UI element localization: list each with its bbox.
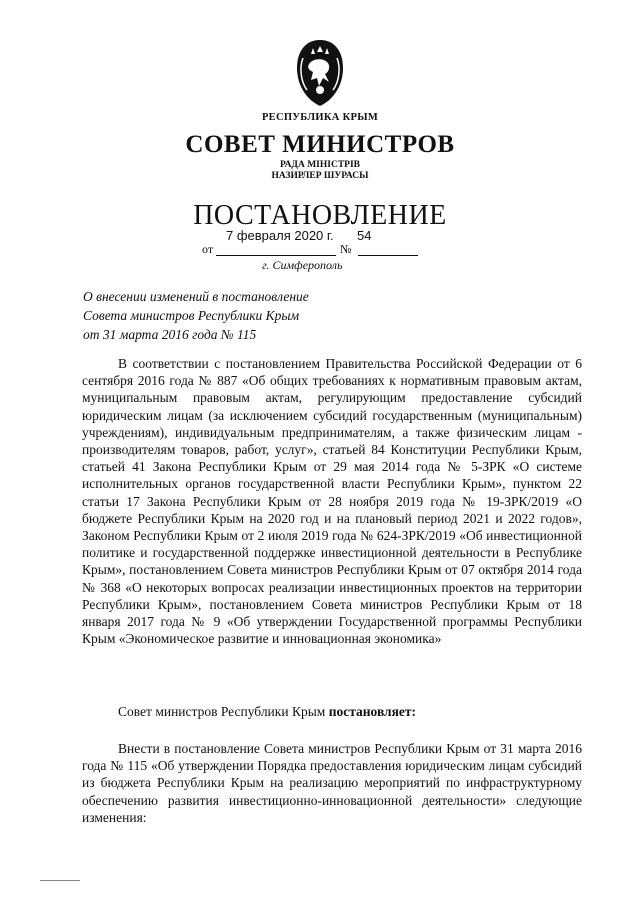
subject-line: О внесении изменений в постановление: [83, 289, 309, 304]
resolution-lead: Совет министров Республики Крым: [118, 704, 329, 719]
subject-line: Совета министров Республики Крым: [83, 308, 300, 323]
preamble-text: В соответствии с постановлением Правительства Российской Федерации от 6 сентября 2016 года № 887 «Об общих требованиях к нормативным правовым актам, муниципальным правовым актам, регулирующим предоставление субсидий юридическим лицам (за исключением субсидий государственным (муниципальным) учреждениям), индивидуальным предпринимателям, а также физическим лицам - производителям товаров, работ, услуг», статьей 84 Конституции Республики Крым, статьей 41 Закона Республики Крым от 29 мая 2014 года № 5-ЗРК «О системе исполнительных органов государственной власти Республики Крым», пунктом 22 статьи 17 Закона Республики Крым от 28 ноября 2019 года № 19-ЗРК/2019 «О бюджете Республики Крым на 2020 год и на плановый период 2021 и 2022 годов», Законом Республики Крым от 2 июля 2019 года № 624-ЗРК/2019 «Об инвестиционной политике и государственной поддержке инвестиционной деятельности в Республике Крым», постановлением Совета министров Республики Крым от 07 октября 2014 года № 368 «О некоторых вопросах реализации инвестиционных проектов на территории Республики Крым», постановлением Совета министров Республики Крым от 18 января 2017 года № 9 «Об утверждении Государственной программы Республики Крым «Экономическое развитие и инновационная экономика»: [82, 356, 582, 647]
decree-number: 54: [357, 228, 372, 243]
council-title-ukrainian: РАДА МІНІСТРІВ: [279, 160, 360, 170]
subject-block: [83, 287, 309, 344]
number-underline: [358, 255, 418, 256]
footer-mark: [40, 880, 80, 881]
council-title-crimean-tatar: НАЗИРЛЕР ШУРАСЫ: [271, 171, 369, 181]
resolution-verb: постановляет:: [328, 704, 417, 719]
body-paragraph-resolution: [82, 703, 582, 720]
date-label: от: [202, 242, 214, 256]
amendment-text: Внести в постановление Совета министров Республики Крым от 31 марта 2016 года № 115 «Об утверждении Порядка предоставления юридическим лицам субсидий из бюджета Республики Крым на реализацию мероприятий по инфраструктурному обеспечению развития инвестиционно-инновационной деятельности» следующие изменения:: [82, 741, 582, 825]
subject-line: от 31 марта 2016 года № 115: [83, 327, 257, 342]
crimea-coat-of-arms-icon: [293, 38, 347, 108]
decree-date: 7 февраля 2020 г.: [226, 228, 334, 243]
document-type: ПОСТАНОВЛЕНИЕ: [193, 200, 447, 231]
body-paragraph-amendment: [82, 740, 582, 826]
date-underline: [216, 255, 336, 256]
republic-name: РЕСПУБЛИКА КРЫМ: [261, 112, 379, 123]
city: г. Симферополь: [262, 258, 343, 272]
council-title: СОВЕТ МИНИСТРОВ: [185, 131, 455, 158]
number-label: №: [340, 242, 352, 256]
body-paragraph-preamble: [82, 355, 582, 647]
